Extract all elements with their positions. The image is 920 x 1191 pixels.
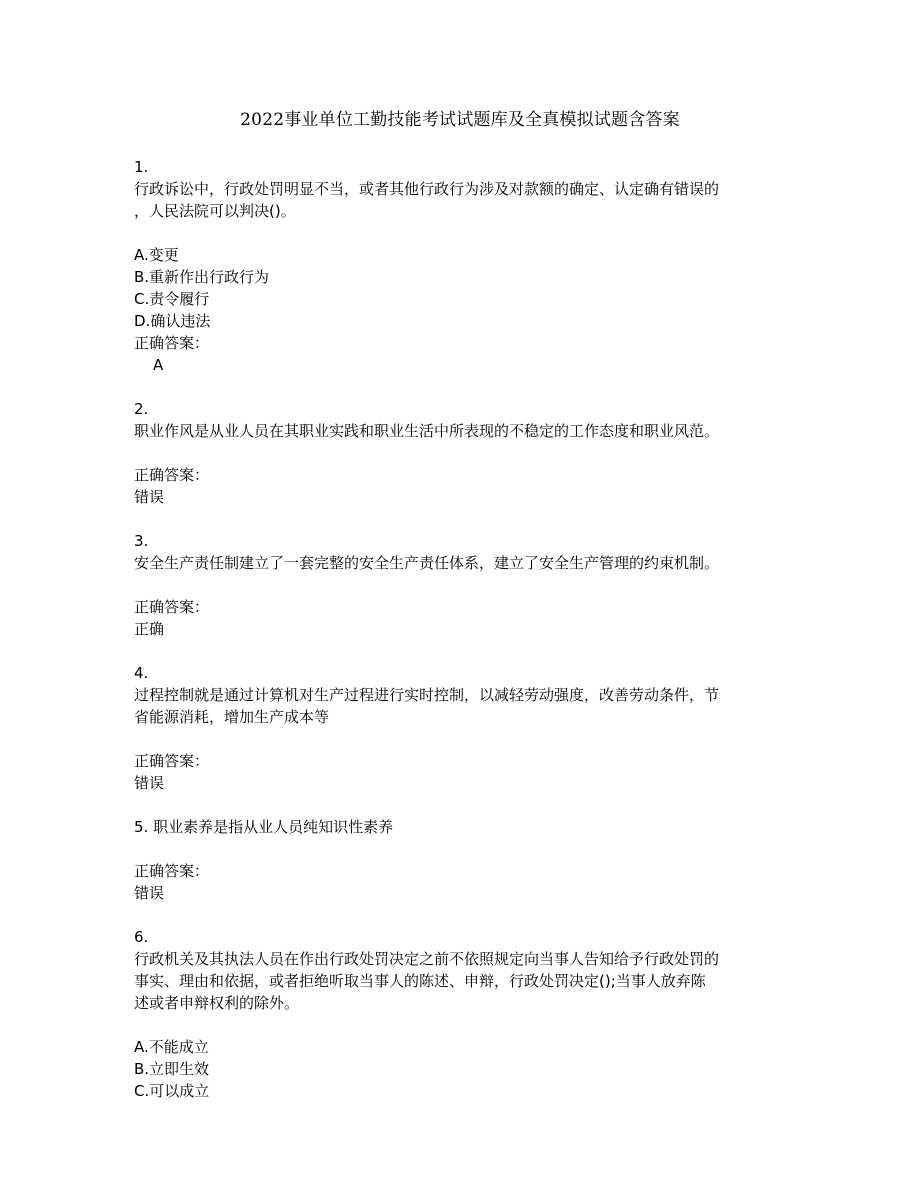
question-1 <box>134 156 784 376</box>
question-stem-line: 行政诉讼中，行政处罚明显不当，或者其他行政行为涉及对款额的确定、认定确有错误的 <box>134 180 720 198</box>
question-stem: 职业素养是指从业人员纯知识性素养 <box>153 818 394 836</box>
answer-label: 正确答案： <box>134 862 210 880</box>
option-d: D.确认违法 <box>134 312 211 330</box>
question-stem-line: 事实、理由和依据，或者拒绝听取当事人的陈述、申辩，行政处罚决定();当事人放弃陈 <box>134 972 706 990</box>
spacer <box>134 1014 784 1036</box>
question-number: 2. <box>134 400 149 418</box>
option-b: B.重新作出行政行为 <box>134 268 270 286</box>
question-stem-line: 省能源消耗，增加生产成本等 <box>134 708 330 726</box>
question-stem-line: 行政机关及其执法人员在作出行政处罚决定之前不依照规定向当事人告知给予行政处罚的 <box>134 950 720 968</box>
question-number: 4. <box>134 664 149 682</box>
question-5 <box>134 816 784 904</box>
spacer <box>134 640 784 662</box>
answer-value: 正确 <box>134 620 165 638</box>
question-number: 5. <box>134 818 149 836</box>
question-number: 3. <box>134 532 149 550</box>
answer-value: 错误 <box>134 774 165 792</box>
spacer <box>134 838 784 860</box>
question-number: 1. <box>134 158 149 176</box>
option-a: A.不能成立 <box>134 1038 209 1056</box>
question-3 <box>134 530 784 640</box>
answer-value: A <box>153 356 164 374</box>
spacer <box>134 442 784 464</box>
question-2 <box>134 398 784 508</box>
question-4 <box>134 662 784 794</box>
question-stem-line: 职业作风是从业人员在其职业实践和职业生活中所表现的不稳定的工作态度和职业风范。 <box>134 422 720 440</box>
spacer <box>134 222 784 244</box>
answer-label: 正确答案： <box>134 334 210 352</box>
question-stem-line: 安全生产责任制建立了一套完整的安全生产责任体系，建立了安全生产管理的约束机制。 <box>134 554 720 572</box>
question-number: 6. <box>134 928 149 946</box>
spacer <box>134 376 784 398</box>
spacer <box>134 508 784 530</box>
answer-label: 正确答案： <box>134 598 210 616</box>
answer-label: 正确答案： <box>134 466 210 484</box>
question-stem-line: ，人民法院可以判决()。 <box>134 202 296 220</box>
answer-label: 正确答案： <box>134 752 210 770</box>
spacer <box>134 794 784 816</box>
option-c: C.可以成立 <box>134 1082 210 1100</box>
option-b: B.立即生效 <box>134 1060 210 1078</box>
document-title: 2022事业单位工勤技能考试试题库及全真模拟试题含答案 <box>240 110 680 130</box>
option-c: C.责令履行 <box>134 290 210 308</box>
question-stem-line: 述或者申辩权利的除外。 <box>134 994 300 1012</box>
question-list <box>134 156 784 1102</box>
option-a: A.变更 <box>134 246 179 264</box>
answer-value: 错误 <box>134 884 165 902</box>
question-line <box>134 816 784 838</box>
spacer <box>134 904 784 926</box>
spacer <box>134 728 784 750</box>
answer-value: 错误 <box>134 488 165 506</box>
spacer <box>134 574 784 596</box>
question-stem-line: 过程控制就是通过计算机对生产过程进行实时控制，以减轻劳动强度，改善劳动条件，节 <box>134 686 720 704</box>
question-6 <box>134 926 784 1102</box>
